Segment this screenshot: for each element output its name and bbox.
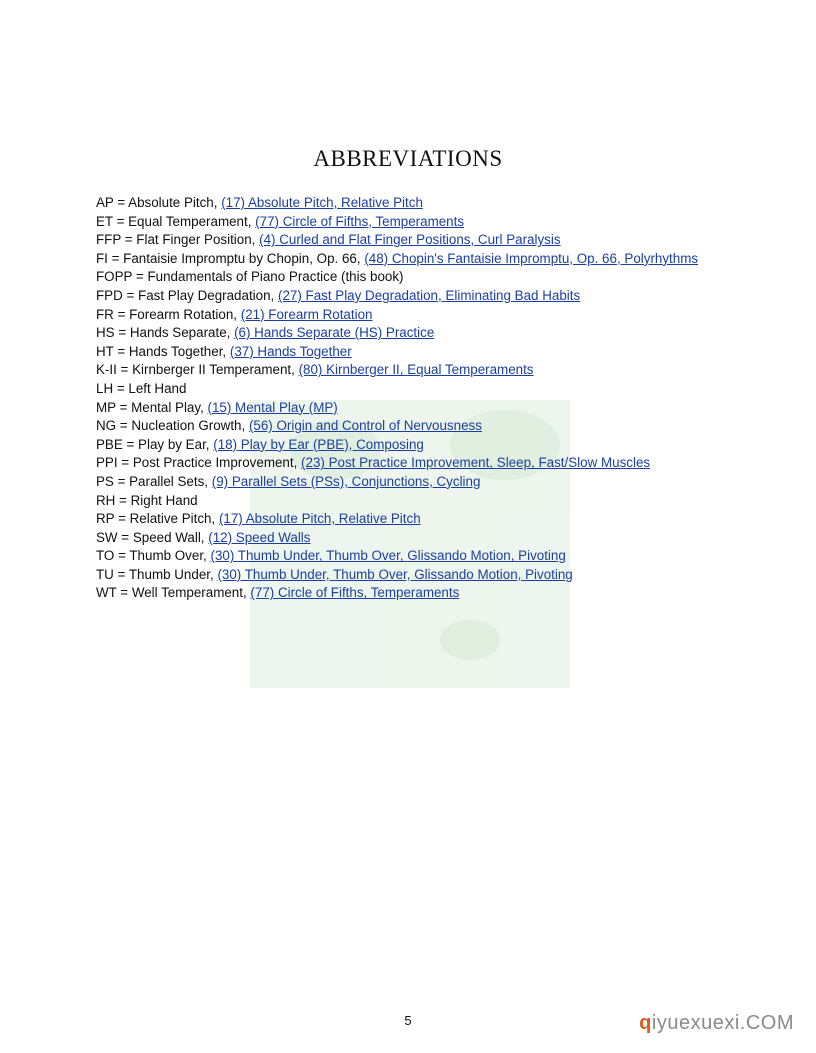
abbreviation-entry (96, 454, 716, 473)
abbreviation-entry (96, 492, 716, 511)
abbreviation-definition: NG = Nucleation Growth, (96, 418, 249, 434)
section-link[interactable]: Thumb Over, (326, 548, 408, 564)
abbreviation-entry (96, 436, 716, 455)
section-link[interactable]: Cycling (436, 473, 481, 489)
section-link[interactable]: Equal Temperaments (407, 362, 534, 378)
section-link[interactable]: Pivoting (518, 548, 566, 564)
section-link[interactable]: (17) Absolute Pitch, (218, 511, 339, 527)
section-link[interactable]: (23) Post Practice Improvement, (301, 455, 497, 471)
abbreviation-definition: FR = Forearm Rotation, (96, 306, 241, 322)
abbreviation-entry (96, 324, 716, 343)
abbreviation-entry (96, 584, 716, 603)
abbreviation-entry (96, 417, 716, 436)
abbreviation-entry (96, 510, 716, 529)
abbreviation-entry (96, 566, 716, 585)
abbreviation-definition: SW = Speed Wall, (96, 529, 209, 545)
section-link[interactable]: (56) Origin and Control of Nervousness (248, 418, 482, 434)
page-title: ABBREVIATIONS (313, 146, 503, 171)
abbreviation-entry (96, 213, 716, 232)
section-link[interactable]: (17) Absolute Pitch, (221, 195, 342, 210)
watermark-note-icon (440, 620, 500, 660)
section-link[interactable]: (27) Fast Play Degradation, (277, 287, 446, 303)
section-link[interactable]: (12) Speed Walls (208, 529, 311, 545)
site-logo-rest: iyuexuexi.COM (651, 1012, 794, 1034)
abbreviation-entry (96, 231, 716, 250)
abbreviation-definition: FI = Fantaisie Impromptu by Chopin, Op. 66, (96, 250, 365, 266)
section-link[interactable]: (6) Hands Separate (HS) Practice (234, 325, 435, 341)
section-link[interactable]: Temperaments (375, 213, 465, 229)
section-link[interactable]: (37) Hands Together (229, 343, 352, 359)
section-link[interactable]: (77) Circle of Fifths, (250, 585, 371, 601)
section-link[interactable]: (30) Thumb Under, (210, 548, 327, 564)
section-link[interactable]: Curl Paralysis (477, 232, 561, 248)
section-link[interactable]: Sleep, (496, 455, 539, 471)
section-link[interactable]: Pivoting (525, 566, 573, 582)
abbreviation-entry (96, 361, 716, 380)
section-link[interactable]: Polyrhythms (624, 250, 699, 266)
abbreviation-definition: HT = Hands Together, (96, 343, 230, 359)
section-link[interactable]: Composing (356, 436, 424, 452)
site-logo-q: q (639, 1012, 652, 1034)
abbreviation-entry (96, 547, 716, 566)
abbreviation-definition: PBE = Play by Ear, (96, 436, 214, 452)
section-link[interactable]: (18) Play by Ear (PBE), (213, 436, 357, 452)
section-link[interactable]: (9) Parallel Sets (PSs), (211, 473, 352, 489)
abbreviation-entry (96, 380, 716, 399)
abbreviation-entry (96, 287, 716, 306)
abbreviation-entry (96, 473, 716, 492)
abbreviation-definition: AP = Absolute Pitch, (96, 195, 222, 210)
section-link[interactable]: (21) Forearm Rotation (240, 306, 373, 322)
section-link[interactable]: (30) Thumb Under, (217, 566, 334, 582)
abbreviation-entry (96, 194, 716, 213)
abbreviation-definition: RH = Right Hand (96, 492, 198, 508)
abbreviation-definition: HS = Hands Separate, (96, 325, 235, 341)
abbreviation-definition: WT = Well Temperament, (96, 585, 251, 601)
abbreviation-entry (96, 306, 716, 325)
abbreviation-list (96, 194, 716, 603)
abbreviation-definition: RP = Relative Pitch, (96, 511, 219, 527)
abbreviation-definition: TO = Thumb Over, (96, 548, 211, 564)
abbreviation-entry (96, 399, 716, 418)
abbreviation-definition: PS = Parallel Sets, (96, 473, 212, 489)
abbreviation-entry (96, 343, 716, 362)
section-link[interactable]: Temperaments (370, 585, 460, 601)
abbreviation-definition: FPD = Fast Play Degradation, (96, 287, 278, 303)
section-link[interactable]: Relative Pitch (338, 511, 421, 527)
section-link[interactable]: Eliminating Bad Habits (445, 287, 581, 303)
section-link[interactable]: Fast/Slow Muscles (538, 455, 651, 471)
abbreviation-entry (96, 250, 716, 269)
page-number: 5 (404, 1013, 412, 1028)
section-link[interactable]: Glissando Motion, (414, 566, 526, 582)
abbreviation-entry (96, 529, 716, 548)
section-link[interactable]: Glissando Motion, (407, 548, 519, 564)
abbreviation-definition: FFP = Flat Finger Position, (96, 232, 260, 248)
abbreviation-definition: MP = Mental Play, (96, 399, 208, 415)
abbreviation-definition: FOPP = Fundamentals of Piano Practice (this book) (96, 269, 404, 285)
section-link[interactable]: Relative Pitch (341, 195, 423, 210)
section-link[interactable]: (15) Mental Play (MP) (207, 399, 338, 415)
abbreviation-definition: ET = Equal Temperament, (96, 213, 256, 229)
section-link[interactable]: (77) Circle of Fifths, (255, 213, 376, 229)
abbreviation-definition: LH = Left Hand (96, 380, 187, 396)
abbreviation-entry (96, 268, 716, 287)
abbreviation-definition: K-II = Kirnberger II Temperament, (96, 362, 299, 378)
section-link[interactable]: (4) Curled and Flat Finger Positions, (259, 232, 478, 248)
abbreviation-definition: PPI = Post Practice Improvement, (96, 455, 302, 471)
section-link[interactable]: (80) Kirnberger II, (298, 362, 408, 378)
section-link[interactable]: Conjunctions, (351, 473, 437, 489)
abbreviation-definition: TU = Thumb Under, (96, 566, 218, 582)
section-link[interactable]: (48) Chopin's Fantaisie Impromptu, Op. 66, (364, 250, 625, 266)
site-logo-text (639, 1012, 794, 1035)
section-link[interactable]: Thumb Over, (333, 566, 415, 582)
